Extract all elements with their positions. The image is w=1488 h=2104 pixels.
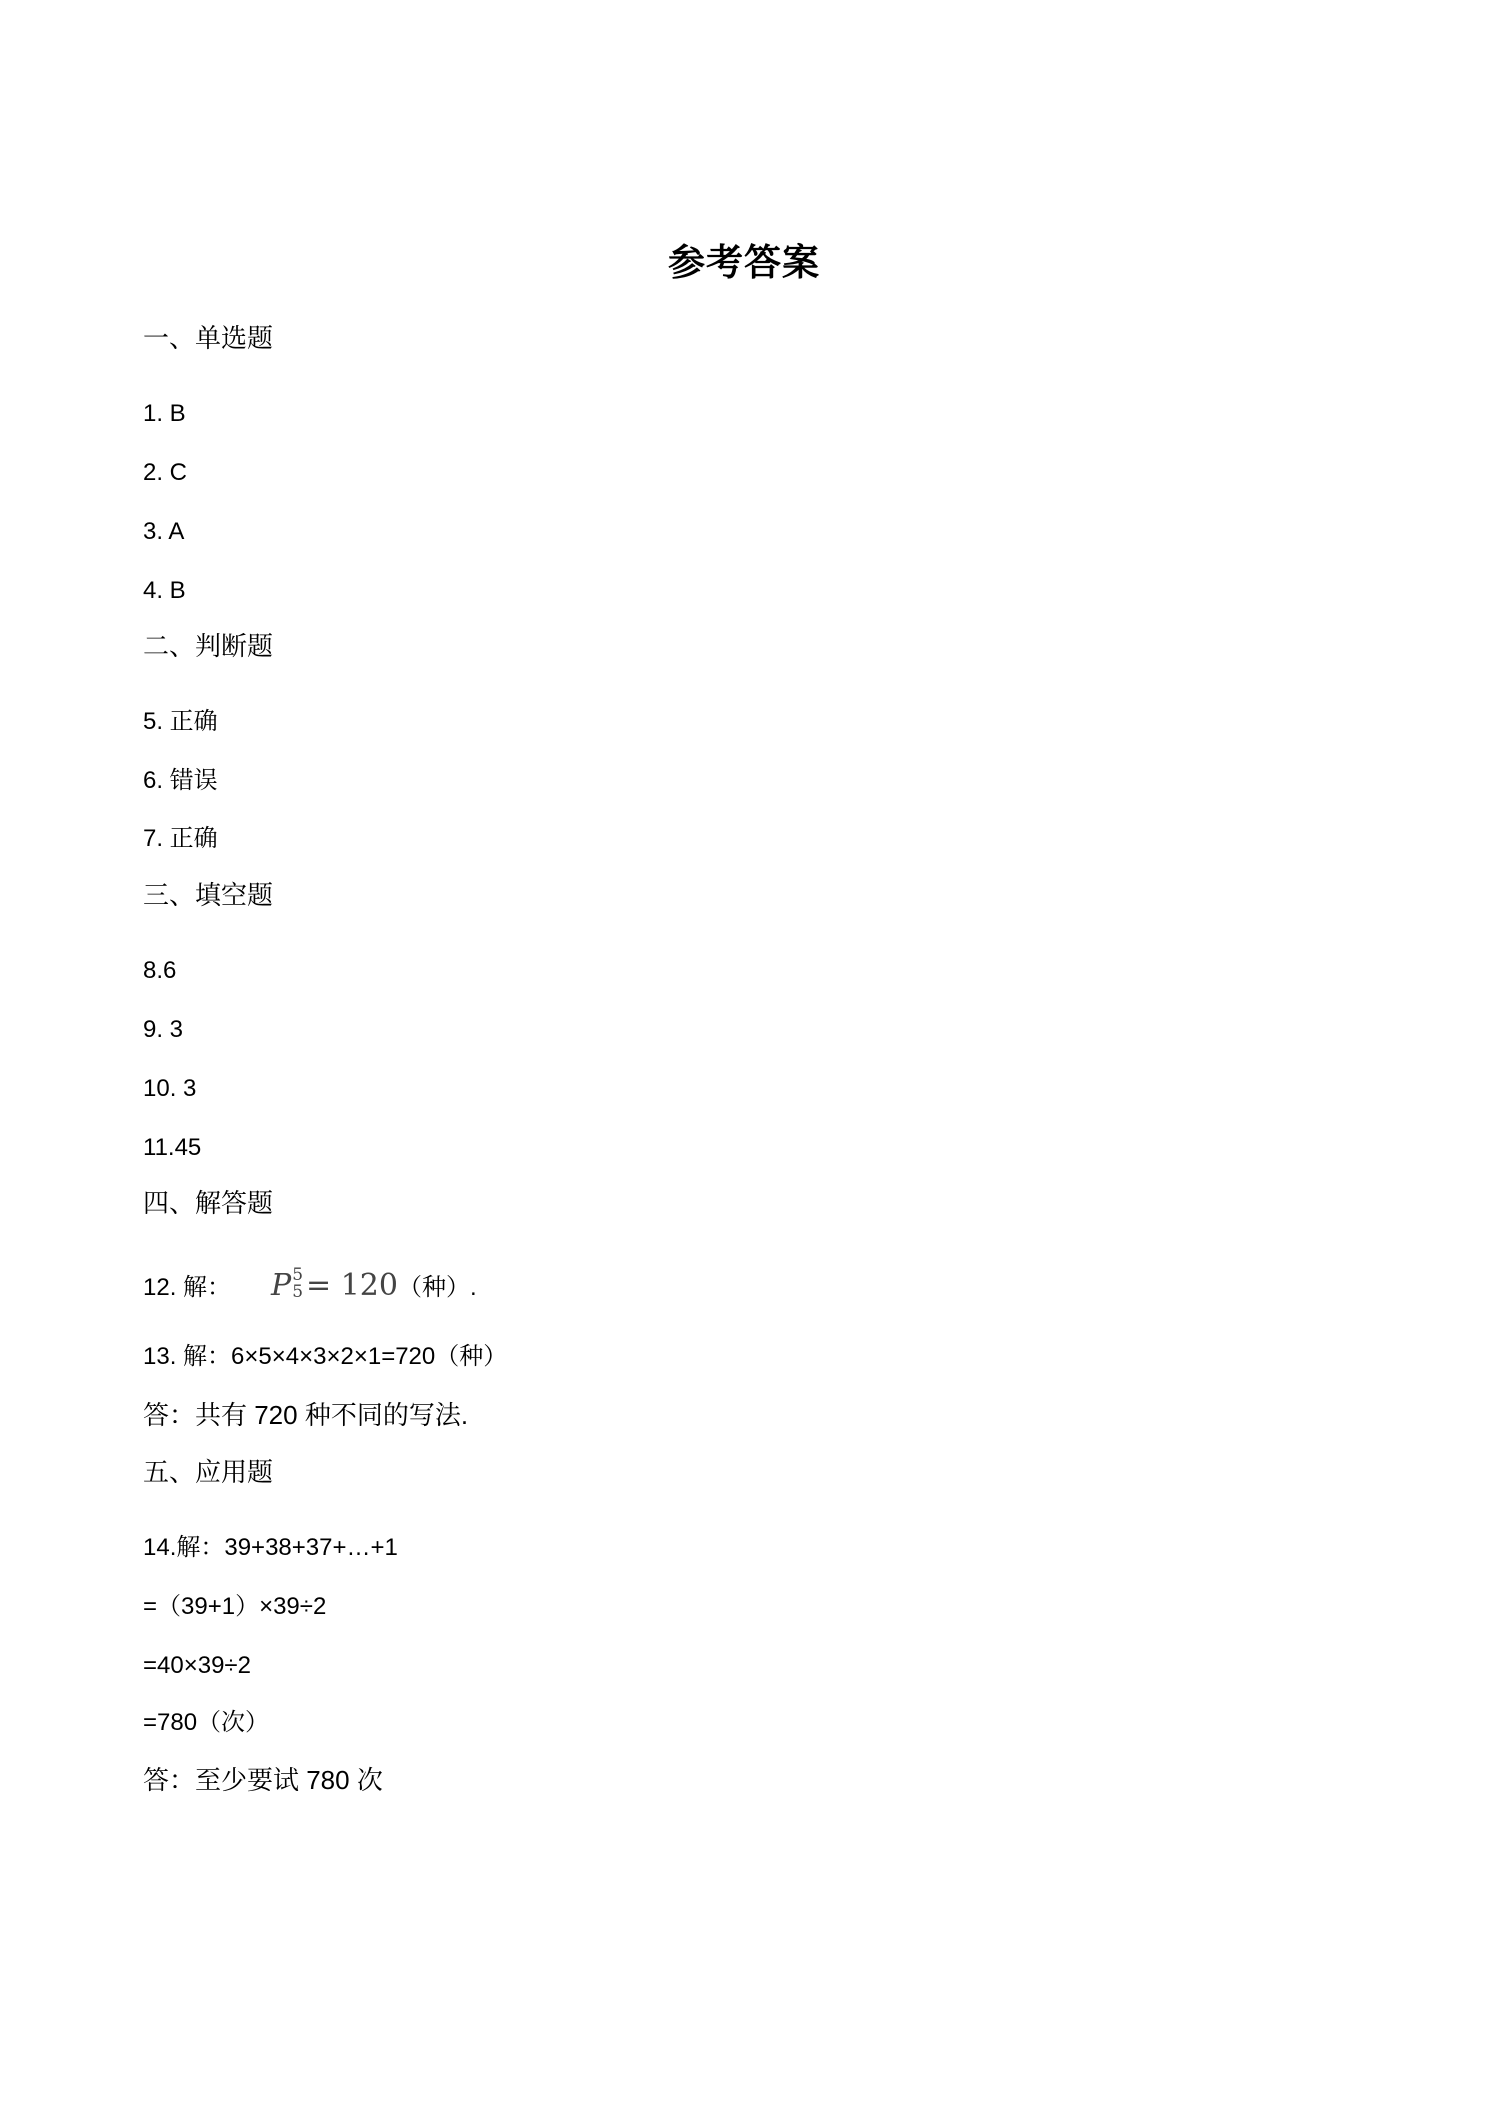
page-title: 参考答案 <box>668 242 820 283</box>
section-heading-single-choice: 一、单选题 <box>143 323 274 353</box>
answer-item-5: 5. 正确 <box>143 708 218 735</box>
answer-item-10: 10. 3 <box>143 1075 197 1102</box>
answer-item-4: 4. B <box>143 577 186 604</box>
answer-item-2: 2. C <box>143 459 188 486</box>
answer-item-11: 11.45 <box>143 1134 202 1161</box>
answer-item-14-line-3: =40×39÷2 <box>143 1652 251 1679</box>
answer-item-7: 7. 正确 <box>143 825 218 852</box>
answer-item-6: 6. 错误 <box>143 767 218 794</box>
permutation-formula <box>271 1265 398 1303</box>
answer-item-8: 8.6 <box>143 957 177 984</box>
section-heading-fill-blank: 三、填空题 <box>143 880 274 910</box>
answer-12-prefix: 12. 解： <box>143 1274 232 1301</box>
answer-item-9: 9. 3 <box>143 1016 184 1043</box>
answer-item-13-conclusion: 答：共有 720 种不同的写法. <box>143 1400 469 1430</box>
formula-p: P <box>271 1268 292 1303</box>
answer-item-14-line-4: =780（次） <box>143 1709 270 1736</box>
answer-item-14-line-2: =（39+1）×39÷2 <box>143 1593 327 1620</box>
section-heading-solution: 四、解答题 <box>143 1188 274 1218</box>
answer-item-1: 1. B <box>143 400 186 427</box>
answer-12-suffix: （种）. <box>397 1274 477 1301</box>
formula-subscript: 5 <box>292 1282 304 1302</box>
section-heading-true-false: 二、判断题 <box>143 631 274 661</box>
section-heading-application: 五、应用题 <box>143 1457 274 1487</box>
answer-item-13: 13. 解：6×5×4×3×2×1=720（种） <box>143 1343 508 1370</box>
formula-result: = 120 <box>306 1268 398 1303</box>
answer-item-14-conclusion: 答：至少要试 780 次 <box>143 1765 383 1795</box>
answer-item-14-line-1: 14.解：39+38+37+…+1 <box>143 1534 398 1561</box>
answer-item-12 <box>143 1265 477 1304</box>
answer-item-3: 3. A <box>143 518 185 545</box>
formula-superscript: 5 <box>292 1265 304 1285</box>
